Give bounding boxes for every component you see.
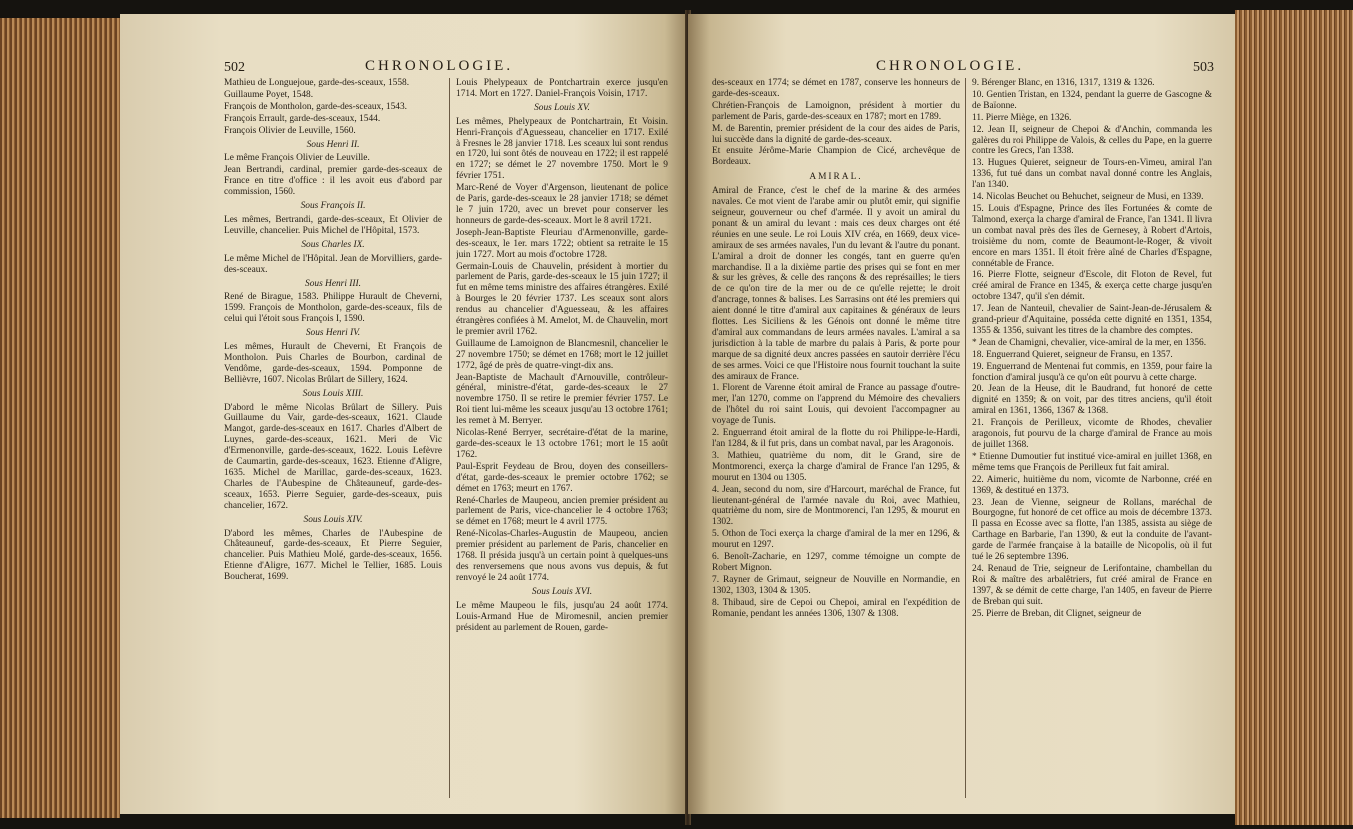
right-page-edges [1235, 10, 1353, 825]
text-paragraph: Le même Maupeou le fils, jusqu'au 24 août 1774. Louis-Armand Hue de Miromesnil, ancien premier président au parlement de Rouen, garde- [456, 600, 668, 633]
text-paragraph: Chrétien-François de Lamoignon, président à mortier du parlement de Paris, garde-des-sceaux en 1787; mort en 1789. [712, 100, 960, 122]
text-paragraph: François Errault, garde-des-sceaux, 1544. [224, 113, 381, 124]
text-paragraph: des-sceaux en 1774; se démet en 1787, conserve les honneurs de garde-des-sceaux. [712, 78, 960, 99]
text-paragraph: Guillaume Poyet, 1548. [224, 89, 314, 100]
left-column-rule [449, 78, 450, 798]
text-paragraph: 23. Jean de Vienne, seigneur de Rollans, maréchal de Bourgogne, fut honoré de cet office au mois de décembre 1373. Il passa en Ecosse avec sa flotte, l'an 1385, assista au siège de Carthage en Barbarie, l'an 1390, & eut la conduite de l'avant-garde de l'armée française à la bataille de Nicopolis, où il fut tué le 26 septembre 1396. [972, 497, 1212, 563]
text-paragraph: Le même François Olivier de Leuville. [224, 153, 370, 164]
text-paragraph: Les mêmes, Bertrandi, garde-des-sceaux, Et Olivier de Leuville, chancelier. Puis Michel de l'Hôpital, 1573. [224, 214, 442, 236]
section-heading: Sous François II. [300, 201, 366, 212]
text-paragraph: M. de Barentin, premier président de la cour des aides de Paris, lui succède dans la dignité de garde-des-sceaux. [712, 123, 960, 145]
text-paragraph: * Jean de Chamigni, chevalier, vice-amiral de la mer, en 1356. [972, 337, 1207, 348]
text-paragraph: 1. Florent de Varenne étoit amiral de France au passage d'outre-mer, l'an 1270, comme on l'apprend du Mémoire des chevaliers de l'hôtel du roi saint Louis, qui devoient l'accompagner au voyage de Tunis. [712, 383, 960, 427]
text-paragraph: Les mêmes, Hurault de Cheverni, Et François de Montholon. Puis Charles de Bourbon, cardinal de Vendôme, garde-des-sceaux, 1594. Pomponne de Bellièvre, 1607. Nicolas Brûlart de Sillery, 1624. [224, 342, 442, 385]
left-column-1 [224, 78, 442, 808]
left-page-title: CHRONOLOGIE. [365, 58, 514, 74]
text-paragraph: René-Charles de Maupeou, ancien premier président au parlement de Paris, vice-chancelier le 4 octobre 1763; se démet en 1768; meurt le 4 avril 1775. [456, 495, 668, 528]
text-paragraph: D'abord le même Nicolas Brûlart de Sillery. Puis Guillaume du Vair, garde-des-sceaux, 1621. Claude Mangot, garde-des-sceaux en 1617. Charles d'Albert de Luynes, garde-des-sceaux, 1621. Meri de Vic d'Ermenonville, garde-des-sceaux, 1622. Louis Lefèvre de Caumartin, garde-des-sceaux, 1623. Etienne d'Aligre, 1635. Michel de Marillac, garde-des-sceaux, 1623. Charles de l'Aubespine de Châteauneuf, garde-des-sceaux, 1653. Pierre Seguier, garde-des-sceaux, puis chancelier, 1672. [224, 402, 442, 511]
text-paragraph: Amiral de France, c'est le chef de la marine & des armées navales. Ce mot vient de l'arabe amir ou plutôt emir, qui signifie seigneur, gouverneur ou chef d'armée. Il y avoit un amiral du ponant & un amiral du levant : mais ces deux charges ont été réunies en une seule. Le roi Louis XIV créa, en 1669, deux vice-amiraux de ses armées navales, l'un du levant & l'autre du ponant. L'amiral a droit de donner les congés, tant en guerre qu'en marchandise. Il a la dixième partie des prises qui se font en mer & sur les grèves, & celle des rançons & des représailles; le tiers de ce qu'on tire de la mer ou de ce qu'elle rejette; le droit d'ancrage, tonnes & balises. Les Sarrasins ont été les premiers qui aient donné le titre d'amiral aux capitaines & généraux de leurs flottes. Les Siciliens & les Génois ont donné le même titre d'amiral aux commandans de leurs armées navales. L'amiral a sa jurisdiction à la table de marbre du palais à Paris, & porte pour marque de sa dignité deux ancres passées en sautoir derrière l'écu de ses armes. Voici ce que l'Histoire nous fournit touchant la suite des amiraux de France. [712, 186, 960, 382]
section-heading: Sous Louis XV. [534, 102, 590, 113]
text-paragraph: 21. François de Perilleux, vicomte de Rhodes, chevalier aragonois, fut pourvu de la charge d'amiral de France au mois de juillet 1368. [972, 418, 1212, 450]
right-page-title: CHRONOLOGIE. [876, 58, 1025, 74]
text-paragraph: René de Birague, 1583. Philippe Hurault de Cheverni, 1599. François de Montholon, garde-des-sceaux, fils de celui qui l'étoit sous François I, 1590. [224, 292, 442, 325]
text-paragraph: Guillaume de Lamoignon de Blancmesnil, chancelier le 27 novembre 1750; se démet en 1768; mort le 12 juillet 1772, âgé de près de quatre-vingt-dix ans. [456, 338, 668, 371]
text-paragraph: 22. Aimeric, huitième du nom, vicomte de Narbonne, créé en 1369, & destitué en 1373. [972, 474, 1212, 496]
text-paragraph: * Etienne Dumoutier fut institué vice-amiral en juillet 1368, en même tems que François de Perilleux fut fait amiral. [972, 451, 1212, 473]
section-heading: Sous Henri III. [305, 278, 361, 289]
section-heading: Sous Henri II. [306, 139, 360, 150]
section-heading: Sous Henri IV. [305, 328, 361, 339]
text-paragraph: François Olivier de Leuville, 1560. [224, 125, 356, 136]
text-paragraph: René-Nicolas-Charles-Augustin de Maupeou, ancien premier président au parlement de Paris, chancelier en 1768. Il présida jusqu'à un certain point à quelques-uns des renversemens que nous avons vus depuis, & fut renvoyé le 24 août 1774. [456, 529, 668, 583]
text-paragraph: 11. Pierre Miège, en 1326. [972, 112, 1072, 123]
text-paragraph: 13. Hugues Quieret, seigneur de Tours-en-Vimeu, amiral l'an 1336, fut tué dans un combat naval donné contre les Anglais, l'an 1340. [972, 158, 1212, 191]
text-paragraph: Paul-Esprit Feydeau de Brou, doyen des conseillers-d'état, garde-des-sceaux le premier octobre 1762; se démet en 1763; meurt en 1767. [456, 461, 668, 494]
text-paragraph: Germain-Louis de Chauvelin, président à mortier du parlement de Paris, garde-des-sceaux le 15 juin 1727; il fut en même tems ministre des affaires étrangères. Exilé à Bourges le 20 février 1737. Les sceaux sont alors rendus au chancelier d'Aguesseau, & les affaires étrangères confiées à M. Amelot, M. de Chauvelin, mort le premier avril 1762. [456, 261, 668, 337]
text-paragraph: 6. Benoît-Zacharie, en 1297, comme témoigne un compte de Robert Mignon. [712, 552, 960, 573]
text-paragraph: 10. Gentien Tristan, en 1324, pendant la guerre de Gascogne & de Baïonne. [972, 89, 1212, 111]
right-page-number: 503 [1193, 60, 1214, 75]
left-page [120, 14, 688, 814]
text-paragraph: 25. Pierre de Breban, dit Clignet, seigneur de [972, 608, 1142, 619]
left-page-number: 502 [224, 60, 245, 75]
text-paragraph: 20. Jean de la Heuse, dit le Baudrand, fut honoré de cette dignité en 1359; & on voit, par des titres anciens, qu'il étoit amiral en 1361, 1366, 1367 & 1368. [972, 384, 1212, 417]
text-paragraph: 12. Jean II, seigneur de Chepoi & d'Anchin, commanda les galères du roi Philippe de Valois, & celles du Pape, en la guerre contre les Grecs, l'an 1338. [972, 124, 1212, 157]
text-paragraph: Jean Bertrandi, cardinal, premier garde-des-sceaux de France en titre d'office : il les avoit eus d'abord par commission, 1560. [224, 165, 442, 198]
text-paragraph: Et ensuite Jérôme-Marie Champion de Cicé, archevêque de Bordeaux. [712, 146, 960, 168]
text-paragraph: 18. Enguerrand Quieret, seigneur de Fransu, en 1357. [972, 349, 1173, 360]
text-paragraph: 8. Thibaud, sire de Cepoi ou Chepoi, amiral en l'expédition de Romanie, pendant les années 1306, 1307 & 1308. [712, 597, 960, 619]
text-paragraph: 15. Louis d'Espagne, Prince des îles Fortunées & comte de Talmond, exerça la charge d'amiral de France, l'an 1341. Il livra un combat naval près des îles de Gernesey, à Robert d'Artois, troisième du nom, comte de Beaumont-le-Roger, & vivoit encore en mars 1351. Il étoit frère aîné de Charles d'Espagne, connétable de France. [972, 203, 1212, 269]
text-paragraph: Le même Michel de l'Hôpital. Jean de Morvilliers, garde-des-sceaux. [224, 253, 442, 275]
text-paragraph: Les mêmes, Phelypeaux de Pontchartrain, Et Voisin. Henri-François d'Aguesseau, chancelier en 1717. Exilé à Fresnes le 28 janvier 1718. Les sceaux lui sont rendus en 1720, lui sont ôtés de nouveau en 1722; il est rappelé en 1727; se démet le 27 novembre 1750. Mort le 9 février 1751. [456, 116, 668, 182]
text-paragraph: 4. Jean, second du nom, sire d'Harcourt, maréchal de France, fut lieutenant-général de l'armée navale du Roi, avec Mathieu, quatrième du nom, sire de Montmorenci, l'an 1295, & mourut en 1302. [712, 484, 960, 528]
right-column-2 [972, 78, 1212, 808]
text-paragraph: 14. Nicolas Beuchet ou Behuchet, seigneur de Musi, en 1339. [972, 192, 1204, 203]
section-heading: Sous Louis XIV. [303, 514, 363, 525]
right-column-rule [965, 78, 966, 798]
section-heading: Sous Charles IX. [301, 239, 365, 250]
left-column-2 [456, 78, 668, 808]
text-paragraph: 9. Bérenger Blanc, en 1316, 1317, 1319 & 1326. [972, 78, 1155, 88]
right-page [688, 14, 1235, 814]
text-paragraph: 17. Jean de Nanteuil, chevalier de Saint-Jean-de-Jérusalem & grand-prieur d'Aquitaine, posséda cette dignité en 1351, 1354, 1355 & 1356, suivant les titres de la chambre des comptes. [972, 304, 1212, 336]
text-paragraph: François de Montholon, garde-des-sceaux, 1543. [224, 101, 408, 112]
text-paragraph: D'abord les mêmes, Charles de l'Aubespine de Châteauneuf, garde-des-sceaux, Et Pierre Seguier, chancelier. Puis Mathieu Molé, garde-des-sceaux, 1656. Etienne d'Aligre, 1677. Michel le Tellier, 1685. Louis Boucherat, 1699. [224, 528, 442, 583]
text-paragraph: 5. Othon de Toci exerça la charge d'amiral de la mer en 1296, & mourut en 1297. [712, 529, 960, 551]
text-paragraph: 24. Renaud de Trie, seigneur de Lerifontaine, chambellan du Roi & maître des arbalêtriers, fut créé amiral de France en 1397, & se démit de cette charge, l'an 1405, en faveur de Pierre de Breban qui suit. [972, 563, 1212, 607]
text-paragraph: Mathieu de Longuejoue, garde-des-sceaux, 1558. [224, 78, 410, 88]
text-paragraph: 16. Pierre Flotte, seigneur d'Escole, dit Floton de Revel, fut créé amiral de France en 1345, & exerça cette charge jusqu'en octobre 1347, qu'il s'en démit. [972, 270, 1212, 303]
text-paragraph: Louis Phelypeaux de Pontchartrain exerce jusqu'en 1714. Mort en 1727. Daniel-François Voisin, 1717. [456, 78, 668, 99]
text-paragraph: Marc-René de Voyer d'Argenson, lieutenant de police de Paris, garde-des-sceaux le 28 janvier 1718; se démet le 7 juin 1720, avec un brevet pour conserver les honneurs de garde-des-sceaux. Mort le 8 avril 1721. [456, 183, 668, 226]
left-page-edges [0, 18, 120, 818]
text-paragraph: Nicolas-René Berryer, secrétaire-d'état de la marine, garde-des-sceaux le 13 octobre 1761; mort le 15 août 1762. [456, 428, 668, 460]
text-paragraph: Joseph-Jean-Baptiste Fleuriau d'Armenonville, garde-des-sceaux, le 1er. mars 1722; obtient sa retraite le 15 juin 1727. Mort au mois d'octobre 1728. [456, 227, 668, 260]
text-paragraph: 7. Rayner de Grimaut, seigneur de Nouville en Normandie, en 1302, 1303, 1304 & 1305. [712, 574, 960, 596]
section-heading: AMIRAL. [809, 172, 863, 183]
text-paragraph: 2. Enguerrand étoit amiral de la flotte du roi Philippe-le-Hardi, l'an 1284, & il fut pris, dans un combat naval, par les Aragonois. [712, 428, 960, 449]
section-heading: Sous Louis XVI. [531, 586, 593, 597]
text-paragraph: 3. Mathieu, quatrième du nom, dit le Grand, sire de Montmorenci, exerça la charge d'amiral de France l'an 1295, & mourut en 1304 ou 1305. [712, 450, 960, 483]
section-heading: Sous Louis XIII. [302, 388, 364, 399]
right-column-1 [712, 78, 960, 808]
text-paragraph: Jean-Baptiste de Machault d'Arnouville, contrôleur-général, ministre-d'état, garde-des-sceaux le 27 novembre 1750. Il se retire le premier février 1757. Le Roi tient lui-même les sceaux jusqu'au 13 octobre 1761; les remet à M. Berryer. [456, 372, 668, 427]
text-paragraph: 19. Enguerrand de Mentenai fut commis, en 1359, pour faire la fonction d'amiral jusqu'à ce qu'on eût pourvu à cette charge. [972, 361, 1212, 383]
